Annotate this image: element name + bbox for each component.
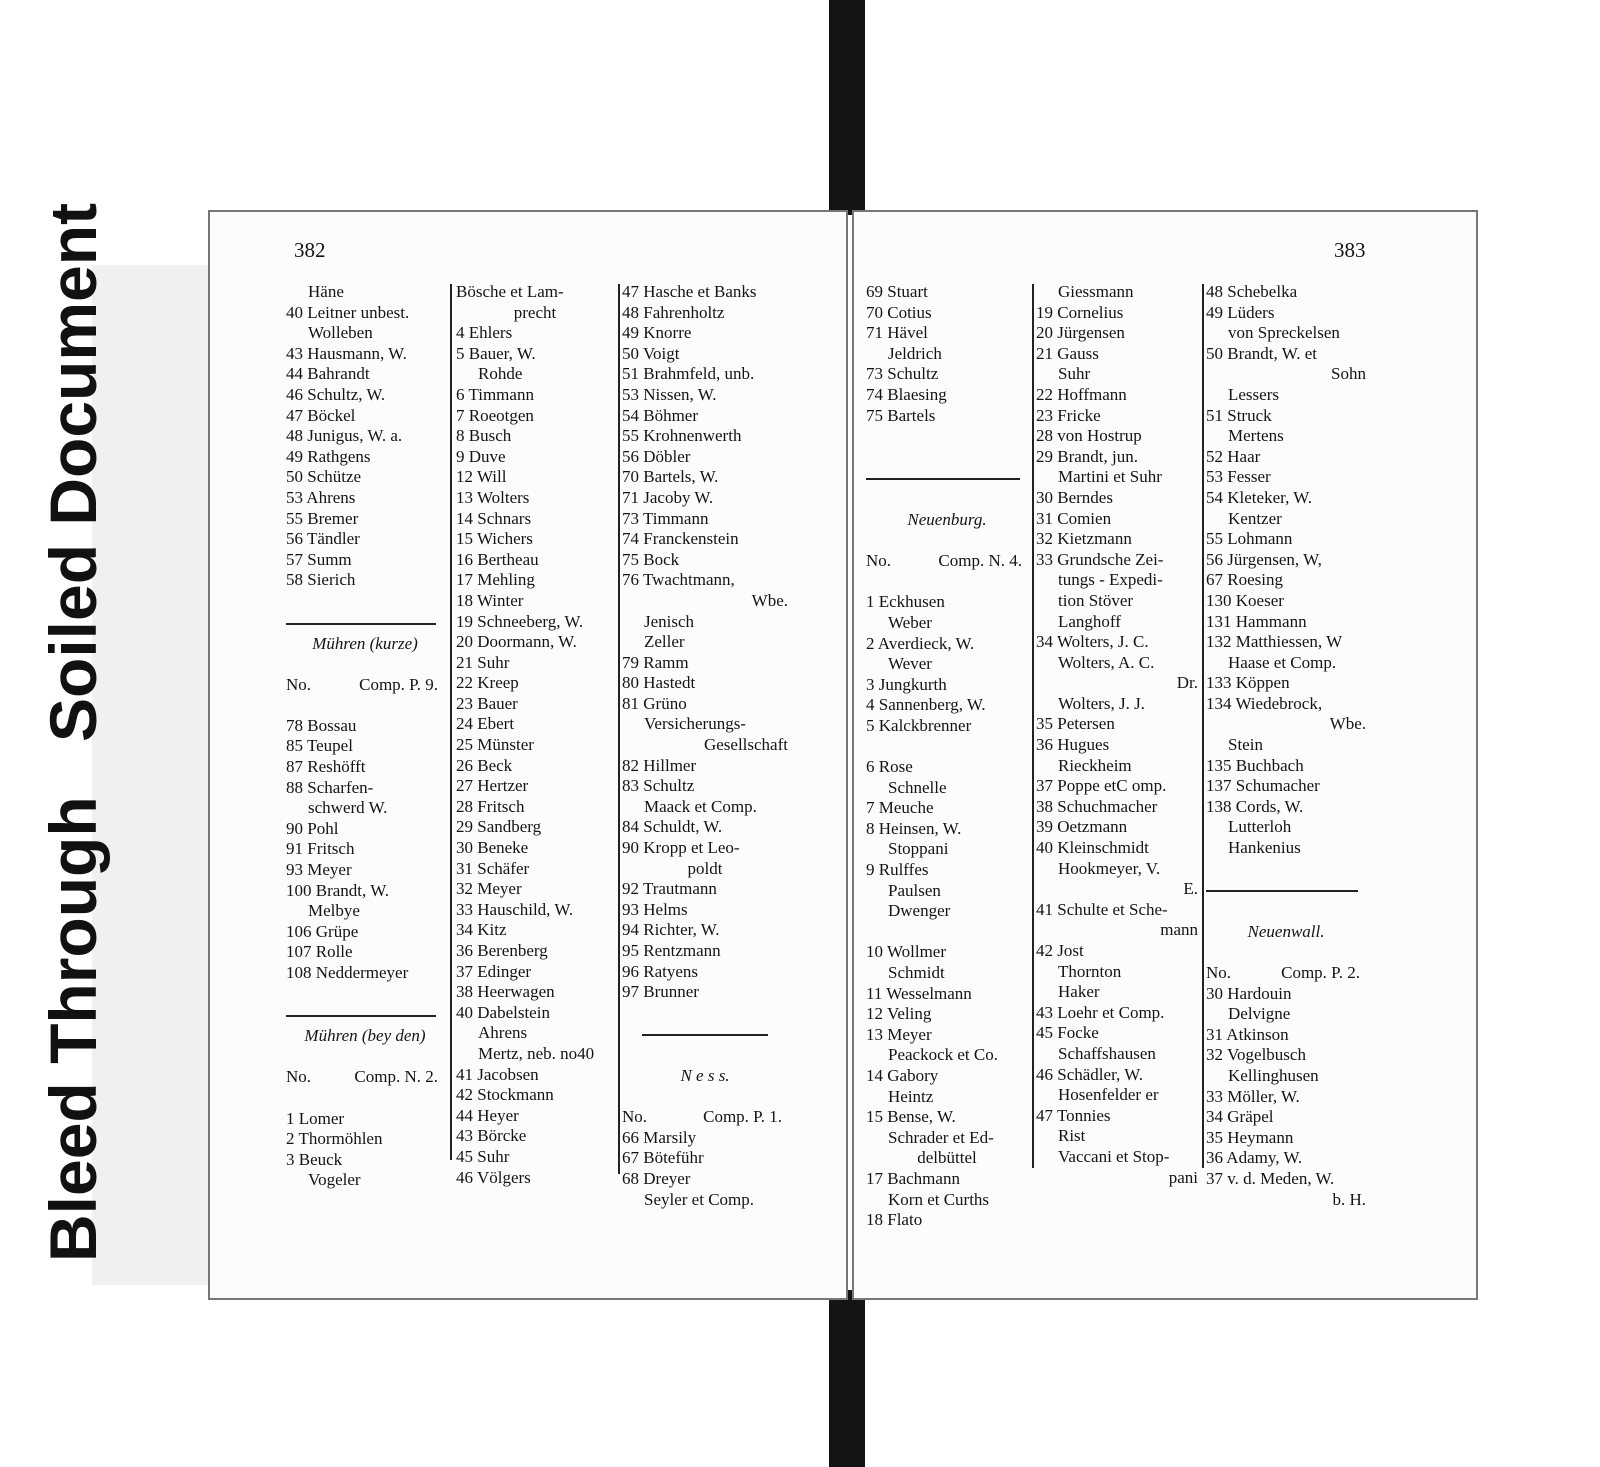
directory-entry: 55 Bremer [286,508,359,528]
directory-entry: Mertens [1228,426,1284,446]
street-heading: Neuenwall. [1247,921,1325,941]
section-rule [622,1023,788,1045]
spacer [866,736,1028,757]
directory-entry: Hosenfelder er [1058,1085,1159,1105]
directory-entry: 44 Heyer [456,1105,519,1125]
directory-entry: 75 Bock [622,549,680,569]
directory-entry: 71 Hävel [866,323,928,343]
column [1036,282,1198,1188]
directory-entry: 134 Wiedebrock, [1206,693,1323,713]
directory-entry: 8 Heinsen, W. [866,818,962,838]
directory-entry: 39 Oetzmann [1036,817,1128,837]
directory-entry: 15 Wichers [456,529,533,549]
directory-entry: Vogeler [308,1170,361,1190]
directory-entry: 22 Kreep [456,673,519,693]
directory-entry: Dr. [1176,673,1198,693]
spacer [286,1088,444,1109]
left-page [208,210,848,1300]
directory-entry: 50 Schütze [286,467,362,487]
directory-entry: 6 Rose [866,757,913,777]
directory-entry: Versicherungs- [644,714,746,734]
directory-entry: 3 Jungkurth [866,674,947,694]
directory-entry: 33 Hauschild, W. [456,899,574,919]
spacer [866,489,1028,510]
directory-entry: 30 Hardouin [1206,983,1292,1003]
directory-entry: 47 Tonnies [1036,1105,1111,1125]
directory-entry: delbüttel [917,1148,977,1168]
directory-entry: 67 Roesing [1206,570,1283,590]
directory-entry: 40 Dabelstein [456,1002,550,1022]
directory-entry: 7 Roeotgen [456,405,534,425]
no-label: No. [866,551,892,571]
right-page [852,210,1478,1300]
directory-entry: 90 Pohl [286,818,339,838]
directory-entry: Haker [1058,982,1100,1002]
directory-entry: 133 Köppen [1206,673,1290,693]
page-number: 382 [294,238,326,262]
directory-entry: 48 Fahrenholtz [622,302,725,322]
directory-entry: 48 Junigus, W. a. [286,426,403,446]
directory-entry: 40 Kleinschmidt [1036,838,1149,858]
section-number-header [286,675,444,696]
directory-entry: 18 Winter [456,590,524,610]
directory-entry: 73 Schultz [866,364,939,384]
directory-entry: Zeller [644,632,685,652]
spacer [866,572,1028,593]
directory-entry: 31 Atkinson [1206,1024,1289,1044]
directory-entry: 138 Cords, W. [1206,796,1304,816]
directory-entry: 2 Thormöhlen [286,1129,383,1149]
section-number-header [1206,963,1366,984]
directory-entry: 43 Hausmann, W. [286,343,407,363]
directory-entry: 36 Berenberg [456,941,548,960]
directory-entry: 19 Schneeberg, W. [456,611,584,631]
directory-entry: 69 Stuart [866,282,928,301]
spacer [286,591,444,612]
directory-entry: 20 Jürgensen [1036,323,1125,343]
directory-entry: Ahrens [478,1023,528,1043]
directory-entry: Bösche et Lam- [456,282,564,301]
directory-entry: 29 Brandt, jun. [1036,446,1138,466]
directory-entry: Dwenger [888,901,951,921]
directory-entry: tion Stöver [1058,590,1134,610]
spacer [866,922,1028,943]
street-heading: Neuenburg. [907,509,987,529]
directory-entry: 13 Wolters [456,487,530,507]
directory-entry: Stoppani [888,839,949,859]
directory-entry: mann [1160,920,1198,940]
spacer [286,1047,444,1068]
directory-entry: 36 Adamy, W. [1206,1148,1303,1168]
directory-entry: Kentzer [1228,508,1282,528]
directory-entry: 68 Dreyer [622,1168,691,1188]
directory-entry: Lutterloh [1228,817,1292,837]
directory-entry: 49 Rathgens [286,446,371,466]
directory-entry: von Spreckelsen [1228,323,1340,343]
directory-entry: 12 Will [456,467,507,487]
directory-entry: Paulsen [888,880,941,900]
directory-entry: 51 Brahmfeld, unb. [622,364,755,384]
directory-entry: 70 Bartels, W. [622,467,719,487]
spacer [1206,859,1366,880]
directory-entry: Heintz [888,1086,934,1106]
directory-entry: Sohn [1331,364,1366,384]
section-number-header [622,1107,788,1128]
directory-entry: 4 Sannenberg, W. [866,695,986,715]
directory-entry: 97 Brunner [622,982,699,1002]
directory-entry: 44 Bahrandt [286,364,370,384]
directory-entry: 26 Beck [456,755,513,775]
spacer [622,1003,788,1024]
directory-entry: Rieckheim [1058,755,1132,775]
directory-entry: 23 Bauer [456,693,518,713]
directory-entry: 23 Fricke [1036,405,1101,425]
directory-entry: 7 Meuche [866,798,934,818]
stamp-word-bleed-through: Bleed Through [36,796,110,1262]
directory-entry: 93 Meyer [286,860,352,880]
directory-entry: 46 Schultz, W. [286,384,386,404]
no-label: No. [286,674,312,694]
directory-entry: Jenisch [644,611,695,631]
directory-entry: 55 Krohnenwerth [622,426,742,446]
book-gutter-top [829,0,865,215]
directory-entry: 82 Hillmer [622,755,697,775]
directory-entry: 81 Grüno [622,693,687,713]
directory-entry: 90 Kropp et Leo- [622,838,740,858]
directory-entry: 70 Cotius [866,302,932,322]
directory-entry: Jeldrich [888,343,942,363]
directory-entry: poldt [687,858,723,878]
directory-entry: 14 Schnars [456,508,532,528]
directory-entry: 42 Stockmann [456,1085,554,1105]
directory-entry: 20 Doormann, W. [456,632,577,652]
directory-entry: 93 Helms [622,899,688,919]
directory-entry: 48 Schebelka [1206,282,1298,301]
directory-entry: 108 Neddermeyer [286,963,409,982]
directory-entry: 35 Petersen [1036,714,1115,734]
section-rule [286,612,444,634]
stamp-word-soiled-document: Soiled Document [36,202,110,742]
directory-entry: Wever [888,654,932,674]
directory-entry: 35 Heymann [1206,1127,1294,1147]
directory-entry: Rist [1058,1126,1086,1146]
directory-entry: 49 Lüders [1206,302,1275,322]
directory-entry: 9 Rulffes [866,860,929,880]
column-rule [450,284,452,1160]
directory-entry: 74 Franckenstein [622,529,739,549]
directory-entry: 2 Averdieck, W. [866,633,975,653]
directory-entry: 21 Suhr [456,652,510,672]
directory-entry: 51 Struck [1206,405,1272,425]
directory-entry: 100 Brandt, W. [286,880,389,900]
directory-entry: 107 Rolle [286,942,353,962]
comp-label: Comp. N. 2. [354,1067,438,1087]
column [1206,282,1366,1210]
directory-entry: 1 Eckhusen [866,592,945,612]
column [286,282,444,1191]
directory-entry: 19 Cornelius [1036,302,1124,322]
directory-entry: 1 Lomer [286,1108,345,1128]
directory-entry: 57 Summ [286,549,352,569]
directory-entry: Langhoff [1058,611,1121,631]
directory-entry: 5 Bauer, W. [456,343,536,363]
directory-entry: 47 Böckel [286,405,356,425]
directory-entry: 32 Kietzmann [1036,529,1132,549]
directory-entry: 10 Wollmer [866,942,947,962]
directory-entry: 8 Busch [456,426,512,446]
directory-entry: 27 Hertzer [456,776,529,796]
directory-entry: Haase et Comp. [1228,652,1337,672]
comp-label: Comp. N. 4. [938,551,1022,571]
directory-entry: 31 Comien [1036,508,1112,528]
section-number-header [286,1067,444,1088]
spacer [1206,942,1366,963]
book-gutter-bottom [829,1290,865,1467]
comp-label: Comp. P. 9. [359,674,438,694]
spacer [866,426,1028,447]
directory-entry: 55 Lohmann [1206,529,1293,549]
no-label: No. [1206,963,1232,982]
directory-entry: 53 Ahrens [286,487,356,507]
directory-entry: Hankenius [1228,838,1301,858]
directory-entry: 30 Berndes [1036,487,1113,507]
directory-entry: 38 Heerwagen [456,982,555,1002]
comp-label: Comp. P. 2. [1281,963,1360,982]
directory-entry: 32 Vogelbusch [1206,1045,1306,1065]
directory-entry: 37 v. d. Meden, W. [1206,1168,1335,1188]
directory-entry: b. H. [1332,1189,1366,1209]
directory-entry: 38 Schuchmacher [1036,796,1158,816]
directory-entry: 17 Bachmann [866,1168,960,1188]
directory-entry: 28 Fritsch [456,796,525,816]
directory-entry: 33 Grundsche Zei- [1036,549,1164,569]
directory-entry: Melbye [308,901,360,921]
directory-entry: 73 Timmann [622,508,709,528]
directory-entry: Schmidt [888,963,945,982]
directory-entry: 75 Bartels [866,405,936,425]
directory-entry: 96 Ratyens [622,961,699,981]
directory-entry: Wolters, A. C. [1058,652,1155,672]
directory-entry: Giessmann [1058,282,1134,301]
directory-entry: 84 Schuldt, W. [622,817,723,837]
directory-entry: 88 Scharfen- [286,777,374,797]
column [456,282,614,1188]
directory-entry: 92 Trautmann [622,879,717,899]
directory-entry: Delvigne [1228,1004,1291,1024]
directory-entry: 78 Bossau [286,715,357,735]
directory-entry: 34 Wolters, J. C. [1036,632,1149,652]
directory-entry: 91 Fritsch [286,839,355,859]
directory-entry: Peackock et Co. [888,1045,998,1065]
street-heading: Mühren (bey den) [304,1026,426,1046]
directory-entry: Mertz, neb. no40 [478,1043,595,1063]
directory-entry: Stein [1228,735,1263,755]
column [866,282,1028,1231]
directory-entry: 56 Tändler [286,529,360,549]
directory-entry: Wbe. [1329,714,1366,734]
directory-entry: 34 Gräpel [1206,1107,1274,1127]
directory-entry: 30 Beneke [456,838,529,858]
directory-entry: Schaffshausen [1058,1043,1156,1063]
directory-entry: 21 Gauss [1036,343,1099,363]
directory-entry: 56 Jürgensen, W, [1206,549,1322,569]
spacer [622,1045,788,1066]
directory-entry: Kellinghusen [1228,1065,1319,1085]
directory-entry: 85 Teupel [286,736,353,756]
directory-entry: Korn et Curths [888,1189,990,1209]
directory-entry: 74 Blaesing [866,384,947,404]
directory-entry: 53 Fesser [1206,467,1271,487]
directory-entry: 15 Bense, W. [866,1107,956,1127]
directory-entry: pani [1168,1167,1198,1187]
directory-entry: 45 Suhr [456,1146,510,1166]
directory-entry: Suhr [1058,364,1091,384]
directory-entry: 58 Sierich [286,570,356,590]
directory-entry: Gesellschaft [703,735,788,755]
directory-entry: 54 Böhmer [622,405,699,425]
directory-entry: 24 Ebert [456,714,515,734]
directory-entry: 29 Sandberg [456,817,542,837]
directory-entry: 76 Twachtmann, [622,570,735,590]
no-label: No. [622,1107,648,1127]
directory-entry: 17 Mehling [456,570,535,590]
page-number: 383 [1334,238,1366,262]
no-label: No. [286,1067,312,1087]
directory-entry: tungs - Expedi- [1058,570,1163,590]
directory-entry: 41 Jacobsen [456,1064,539,1084]
directory-entry: 18 Flato [866,1210,923,1230]
directory-entry: 67 Böteführ [622,1148,704,1168]
directory-entry: Lessers [1228,384,1279,404]
spacer [286,654,444,675]
directory-entry: 79 Ramm [622,652,689,672]
directory-entry: Häne [308,282,344,301]
directory-entry: 42 Jost [1036,941,1084,960]
spacer [286,695,444,716]
directory-entry: schwerd W. [308,798,388,818]
column [622,282,788,1210]
section-rule [286,1004,444,1026]
directory-entry: 32 Meyer [456,879,522,899]
directory-entry: 132 Matthiessen, W [1206,632,1343,652]
directory-entry: 95 Rentzmann [622,941,721,960]
column-rule [1202,284,1204,1168]
directory-entry: 52 Haar [1206,446,1261,466]
directory-entry: 137 Schumacher [1206,776,1320,796]
directory-entry: 43 Loehr et Comp. [1036,1002,1165,1022]
directory-entry: 37 Poppe etC omp. [1036,776,1167,796]
spacer [286,984,444,1005]
directory-entry: 46 Schädler, W. [1036,1064,1143,1084]
directory-entry: 33 Möller, W. [1206,1086,1300,1106]
directory-entry: Wbe. [751,590,788,610]
directory-entry: 25 Münster [456,735,534,755]
directory-entry: 135 Buchbach [1206,755,1304,775]
directory-entry: 31 Schäfer [456,858,530,878]
section-number-header [866,551,1028,572]
directory-entry: Vaccani et Stop- [1058,1146,1170,1166]
directory-entry: Hookmeyer, V. [1058,858,1161,878]
directory-entry: Seyler et Comp. [644,1189,755,1209]
directory-entry: 131 Hammann [1206,611,1307,631]
stamp-text [28,202,118,1262]
directory-entry: Schnelle [888,777,947,797]
directory-entry: 11 Wesselmann [866,983,972,1003]
directory-entry: 56 Döbler [622,446,691,466]
column-rule [618,284,620,1174]
directory-entry: 71 Jacoby W. [622,487,714,507]
directory-entry: Maack et Comp. [644,796,757,816]
spacer [622,1087,788,1108]
directory-entry: 50 Voigt [622,343,680,363]
directory-entry: 53 Nissen, W. [622,384,717,404]
directory-entry: 50 Brandt, W. et [1206,343,1317,363]
directory-entry: 22 Hoffmann [1036,384,1127,404]
directory-entry: 28 von Hostrup [1036,426,1142,446]
comp-label: Comp. P. 1. [703,1107,782,1127]
directory-entry: 47 Hasche et Banks [622,282,757,301]
directory-entry: 36 Hugues [1036,735,1110,755]
directory-entry: 87 Reshöfft [286,757,366,777]
directory-entry: 54 Kleteker, W. [1206,487,1313,507]
section-rule [1206,879,1366,901]
directory-entry: E. [1183,879,1198,899]
directory-entry: 34 Kitz [456,920,507,940]
directory-entry: 37 Edinger [456,961,532,981]
spacer [866,531,1028,552]
directory-entry: 41 Schulte et Sche- [1036,899,1168,919]
directory-entry: 49 Knorre [622,323,692,343]
directory-entry: Schrader et Ed- [888,1127,994,1147]
directory-entry: 12 Veling [866,1004,932,1024]
directory-entry: Weber [888,612,932,632]
directory-entry: 40 Leitner unbest. [286,302,410,322]
directory-entry: 130 Koeser [1206,590,1284,610]
directory-entry: 9 Duve [456,446,506,466]
directory-entry: Martini et Suhr [1058,467,1162,487]
street-heading: N e s s. [680,1065,730,1085]
directory-entry: 6 Timmann [456,384,534,404]
directory-entry: 3 Beuck [286,1149,343,1169]
directory-entry: 4 Ehlers [456,323,513,343]
column-rule [1032,284,1034,1168]
spacer [866,447,1028,468]
spacer [1206,901,1366,922]
directory-entry: 43 Börcke [456,1126,527,1146]
directory-entry: precht [513,302,557,322]
directory-entry: 66 Marsily [622,1127,697,1147]
directory-entry: 83 Schultz [622,776,695,796]
section-rule [866,467,1028,489]
street-heading: Mühren (kurze) [312,633,418,653]
directory-entry: Wolters, J. J. [1058,693,1145,713]
directory-entry: 13 Meyer [866,1024,932,1044]
directory-entry: Wolleben [308,323,373,343]
directory-entry: 14 Gabory [866,1065,939,1085]
directory-entry: 5 Kalckbrenner [866,715,972,735]
directory-entry: 80 Hastedt [622,673,696,693]
directory-entry: 94 Richter, W. [622,920,720,940]
directory-entry: Rohde [478,364,523,384]
directory-entry: 45 Focke [1036,1023,1099,1043]
directory-entry: 16 Bertheau [456,549,539,569]
directory-entry: 46 Völgers [456,1167,531,1187]
directory-entry: 106 Grüpe [286,921,359,941]
directory-entry: Thornton [1058,961,1122,981]
